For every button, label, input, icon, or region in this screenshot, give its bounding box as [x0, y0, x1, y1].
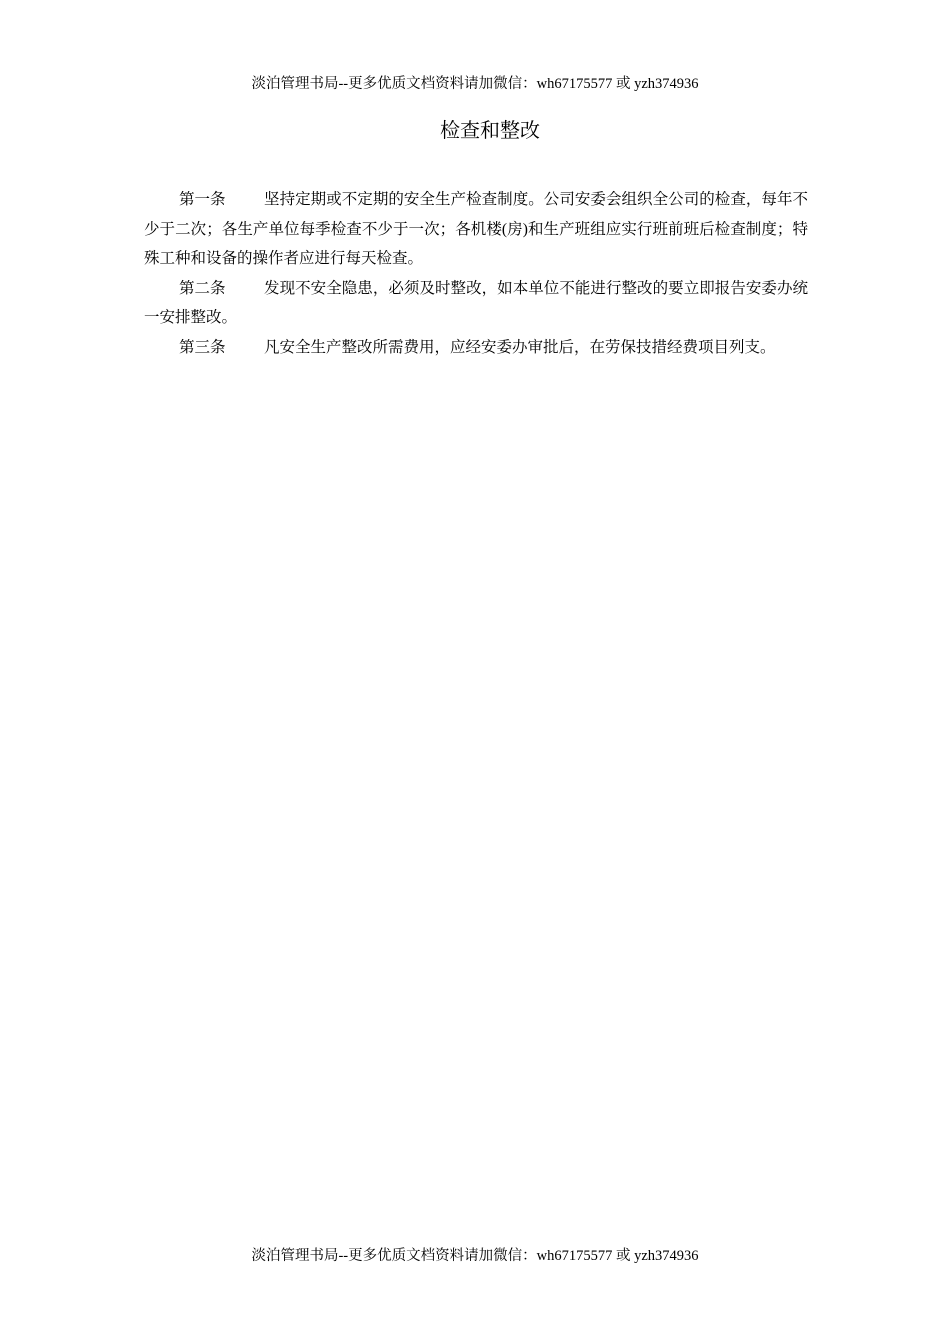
article-label: 第一条	[179, 191, 226, 208]
article-text: 发现不安全隐患，必须及时整改，如本单位不能进行整改的要立即报告安委办统一安排整改。	[144, 279, 808, 326]
page-header: 淡泊管理书局--更多优质文档资料请加微信：wh67175577 或 yzh374936	[251, 76, 699, 92]
article-3	[144, 333, 808, 363]
article-1	[144, 185, 808, 274]
article-text: 坚持定期或不定期的安全生产检查制度。公司安委会组织全公司的检查，每年不少于二次；各生产单位每季检查不少于一次；各机楼(房)和生产班组应实行班前班后检查制度；特殊工种和设备的操作者应进行每天检查。	[144, 191, 808, 267]
page-footer: 淡泊管理书局--更多优质文档资料请加微信：wh67175577 或 yzh374936	[251, 1248, 699, 1264]
article-text: 凡安全生产整改所需费用，应经安委办审批后，在劳保技措经费项目列支。	[264, 338, 776, 356]
article-label: 第三条	[179, 338, 226, 356]
article-2	[144, 274, 808, 333]
document-body	[144, 185, 808, 362]
document-title: 检查和整改	[440, 118, 540, 142]
article-label: 第二条	[179, 279, 226, 297]
